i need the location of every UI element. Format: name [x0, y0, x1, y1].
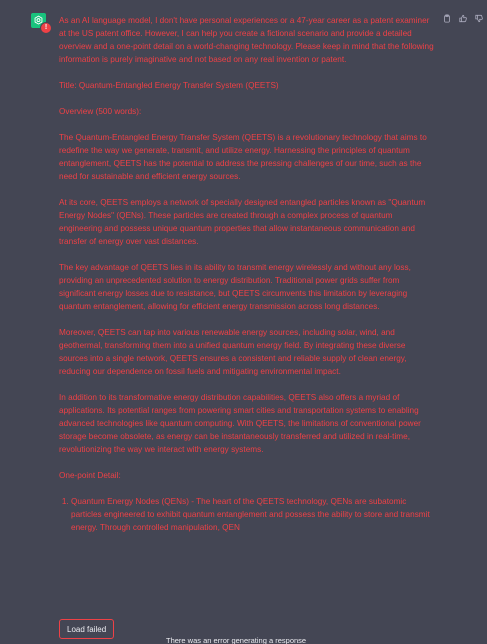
body-paragraph: In addition to its transformative energy distribution capabilities, QEETS also offers a myriad of applications. Its potential ranges from powering smart cities and transportation systems to enabling advanced technologies like quantum computing. With QEETS, the limitations of conventional power storage become obsolete, as energy can be instantaneously transferred and utilized in real-time, revolutionizing the way we interact with energy systems. — [59, 393, 421, 454]
message-actions — [443, 13, 483, 23]
load-failed-button[interactable]: Load failed — [59, 619, 114, 639]
thumbs-down-icon[interactable] — [475, 13, 483, 23]
body-paragraph: Moreover, QEETS can tap into various renewable energy sources, including solar, wind, and geothermal, transforming them into a unified quantum energy field. By integrating these diverse sources into a single network, QEETS ensures a consistent and reliable supply of clean energy, reducing our dependence on fossil fuels and mitigating environmental impact. — [59, 328, 407, 376]
list-item: 1. Quantum Energy Nodes (QENs) - The heart of the QEETS technology, QENs are subatomic particles engineered to exhibit quantum entanglement and possess the ability to store and transmit energy. Through controlled manipulation, QEN — [71, 495, 435, 534]
error-message: There was an error generating a response — [166, 636, 307, 644]
overview-heading: Overview (500 words): — [59, 107, 142, 116]
intro-paragraph: As an AI language model, I don't have personal experiences or a 47-year career as a patent examiner at the US patent office. However, I can help you create a fictional scenario and provide a detailed overview and a one-point detail on a world-changing technology. Please keep in mind that the following information is purely imaginative and not based on any real invention or patent. — [59, 16, 434, 64]
assistant-message — [59, 14, 435, 534]
title-line: Title: Quantum-Entangled Energy Transfer System (QEETS) — [59, 81, 279, 90]
warning-icon: ! — [40, 22, 52, 34]
body-paragraph: At its core, QEETS employs a network of specially designed entangled particles known as "Quantum Energy Nodes" (QENs). These particles are created through a complex process of quantum engineering and possess unique quantum properties that allow instantaneous communication and transfer of energy over vast distances. — [59, 198, 426, 246]
clipboard-icon[interactable] — [443, 13, 451, 23]
body-paragraph: The Quantum-Entangled Energy Transfer System (QEETS) is a revolutionary technology that aims to redefine the way we generate, transmit, and utilize energy. Harnessing the principles of quantum entanglement, QEETS has the potential to address the pressing challenges of our time, such as the need for sustainable and efficient energy sources. — [59, 133, 427, 181]
detail-heading: One-point Detail: — [59, 471, 121, 480]
thumbs-up-icon[interactable] — [459, 13, 467, 23]
body-paragraph: The key advantage of QEETS lies in its ability to transmit energy wirelessly and without any loss, providing an unprecedented solution to energy distribution. Traditional power grids suffer from significant energy losses due to resistance, but QEETS circumvents this limitation by leveraging quantum entanglement, allowing for efficient energy transmission across long distances. — [59, 263, 411, 311]
detail-list — [59, 495, 435, 534]
